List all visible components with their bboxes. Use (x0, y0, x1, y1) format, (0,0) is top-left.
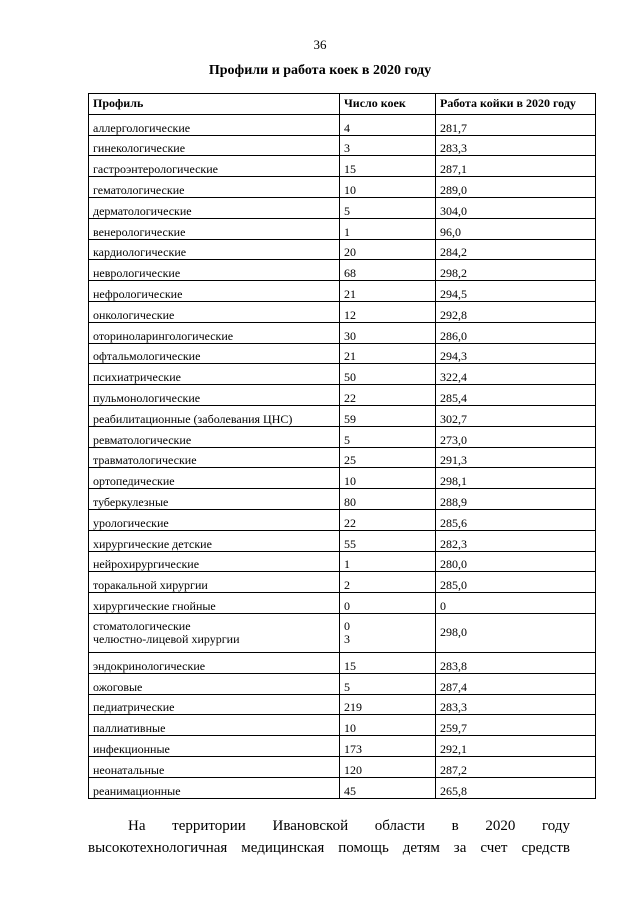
cell-bed-count: 25 (340, 447, 436, 468)
cell-profile: аллергологические (89, 114, 340, 135)
cell-bed-work: 281,7 (436, 114, 596, 135)
table-row (89, 777, 596, 798)
profile-line: челюстно-лицевой хирургии (93, 631, 240, 646)
cell-bed-work: 285,0 (436, 572, 596, 593)
cell-bed-count: 173 (340, 736, 436, 757)
cell-bed-count (340, 613, 436, 652)
cell-bed-work: 96,0 (436, 218, 596, 239)
cell-bed-work: 283,8 (436, 652, 596, 673)
bed-count-line: 0 (344, 618, 350, 633)
cell-profile: нефрологические (89, 281, 340, 302)
cell-bed-work: 286,0 (436, 322, 596, 343)
cell-bed-count: 1 (340, 218, 436, 239)
cell-bed-count: 10 (340, 468, 436, 489)
cell-profile: травматологические (89, 447, 340, 468)
cell-profile: ревматологические (89, 426, 340, 447)
cell-bed-work: 292,8 (436, 301, 596, 322)
cell-bed-work: 322,4 (436, 364, 596, 385)
table-row (89, 114, 596, 135)
cell-bed-work: 291,3 (436, 447, 596, 468)
cell-bed-work: 284,2 (436, 239, 596, 260)
cell-bed-work: 302,7 (436, 405, 596, 426)
cell-profile: эндокринологические (89, 652, 340, 673)
cell-bed-work: 294,3 (436, 343, 596, 364)
cell-bed-count: 120 (340, 756, 436, 777)
cell-profile: урологические (89, 509, 340, 530)
cell-profile: онкологические (89, 301, 340, 322)
cell-bed-count: 10 (340, 715, 436, 736)
table-row (89, 426, 596, 447)
cell-bed-work: 289,0 (436, 177, 596, 198)
table-row (89, 468, 596, 489)
table-row (89, 530, 596, 551)
cell-bed-count: 22 (340, 385, 436, 406)
cell-profile: гематологические (89, 177, 340, 198)
table-row (89, 177, 596, 198)
cell-profile: офтальмологические (89, 343, 340, 364)
table-row (89, 736, 596, 757)
header-bed-count: Число коек (340, 94, 436, 115)
table-row (89, 652, 596, 673)
table-row (89, 135, 596, 156)
cell-profile: туберкулезные (89, 489, 340, 510)
table-row (89, 593, 596, 614)
cell-profile (89, 613, 340, 652)
cell-bed-work: 283,3 (436, 694, 596, 715)
cell-profile: кардиологические (89, 239, 340, 260)
header-profile: Профиль (89, 94, 340, 115)
table-row (89, 343, 596, 364)
cell-profile: оториноларингологические (89, 322, 340, 343)
table-row (89, 156, 596, 177)
cell-profile: венерологические (89, 218, 340, 239)
cell-bed-work: 285,6 (436, 509, 596, 530)
bed-count-line: 3 (344, 631, 350, 646)
table-row (89, 447, 596, 468)
table-row (89, 385, 596, 406)
table-row (89, 673, 596, 694)
cell-bed-count: 5 (340, 673, 436, 694)
table-row (89, 715, 596, 736)
cell-bed-work: 282,3 (436, 530, 596, 551)
cell-bed-work: 288,9 (436, 489, 596, 510)
table-title: Профили и работа коек в 2020 году (208, 63, 432, 78)
table-row (89, 301, 596, 322)
cell-bed-count: 68 (340, 260, 436, 281)
cell-bed-count: 4 (340, 114, 436, 135)
cell-profile: пульмонологические (89, 385, 340, 406)
cell-bed-work: 280,0 (436, 551, 596, 572)
cell-profile: неврологические (89, 260, 340, 281)
bed-profiles-table (88, 93, 596, 799)
table-row (89, 218, 596, 239)
cell-profile: дерматологические (89, 197, 340, 218)
cell-bed-count: 21 (340, 281, 436, 302)
cell-profile: торакальной хирургии (89, 572, 340, 593)
cell-profile: ожоговые (89, 673, 340, 694)
cell-profile: хирургические гнойные (89, 593, 340, 614)
cell-bed-count: 21 (340, 343, 436, 364)
table-row (89, 694, 596, 715)
cell-profile: ортопедические (89, 468, 340, 489)
table-row (89, 281, 596, 302)
cell-profile: гастроэнтерологические (89, 156, 340, 177)
cell-bed-count: 1 (340, 551, 436, 572)
cell-bed-work: 287,4 (436, 673, 596, 694)
cell-bed-work: 0 (436, 593, 596, 614)
body-paragraph (88, 815, 570, 859)
table-row-merged (89, 613, 596, 652)
cell-bed-work: 304,0 (436, 197, 596, 218)
cell-bed-work: 298,1 (436, 468, 596, 489)
cell-profile: инфекционные (89, 736, 340, 757)
table-row (89, 551, 596, 572)
cell-profile: психиатрические (89, 364, 340, 385)
header-bed-work: Работа койки в 2020 году (436, 94, 596, 115)
cell-bed-count: 219 (340, 694, 436, 715)
cell-profile: реабилитационные (заболевания ЦНС) (89, 405, 340, 426)
cell-bed-work: 292,1 (436, 736, 596, 757)
cell-bed-count: 22 (340, 509, 436, 530)
cell-bed-work: 273,0 (436, 426, 596, 447)
table-row (89, 364, 596, 385)
paragraph-line-2: высокотехнологичная медицинская помощь детям за счет средств (88, 840, 570, 856)
cell-bed-work: 259,7 (436, 715, 596, 736)
table-row (89, 405, 596, 426)
cell-bed-count: 5 (340, 197, 436, 218)
cell-bed-work: 298,0 (436, 613, 596, 652)
cell-bed-count: 3 (340, 135, 436, 156)
cell-profile: хирургические детские (89, 530, 340, 551)
cell-profile: гинекологические (89, 135, 340, 156)
cell-bed-count: 50 (340, 364, 436, 385)
cell-bed-count: 55 (340, 530, 436, 551)
table-row (89, 239, 596, 260)
cell-bed-count: 30 (340, 322, 436, 343)
table-row (89, 572, 596, 593)
cell-bed-count: 0 (340, 593, 436, 614)
cell-profile: реанимационные (89, 777, 340, 798)
cell-profile: педиатрические (89, 694, 340, 715)
cell-profile: неонатальные (89, 756, 340, 777)
cell-bed-count: 45 (340, 777, 436, 798)
cell-profile: паллиативные (89, 715, 340, 736)
paragraph-line-1: На территории Ивановской области в 2020 году (128, 818, 570, 834)
cell-profile: нейрохирургические (89, 551, 340, 572)
cell-bed-count: 59 (340, 405, 436, 426)
cell-bed-count: 12 (340, 301, 436, 322)
table-row (89, 322, 596, 343)
table-row (89, 489, 596, 510)
table-header-row (89, 94, 596, 115)
cell-bed-count: 15 (340, 652, 436, 673)
cell-bed-work: 294,5 (436, 281, 596, 302)
page-number: 36 (313, 37, 327, 52)
cell-bed-work: 283,3 (436, 135, 596, 156)
table-body (89, 114, 596, 798)
cell-bed-count: 5 (340, 426, 436, 447)
cell-bed-work: 265,8 (436, 777, 596, 798)
table-row (89, 509, 596, 530)
cell-bed-count: 10 (340, 177, 436, 198)
cell-bed-count: 2 (340, 572, 436, 593)
cell-bed-work: 287,1 (436, 156, 596, 177)
cell-bed-count: 80 (340, 489, 436, 510)
table-row (89, 197, 596, 218)
table-row (89, 260, 596, 281)
table-row (89, 756, 596, 777)
profile-line: стоматологические (93, 618, 191, 633)
cell-bed-work: 285,4 (436, 385, 596, 406)
cell-bed-work: 287,2 (436, 756, 596, 777)
cell-bed-count: 15 (340, 156, 436, 177)
cell-bed-count: 20 (340, 239, 436, 260)
cell-bed-work: 298,2 (436, 260, 596, 281)
